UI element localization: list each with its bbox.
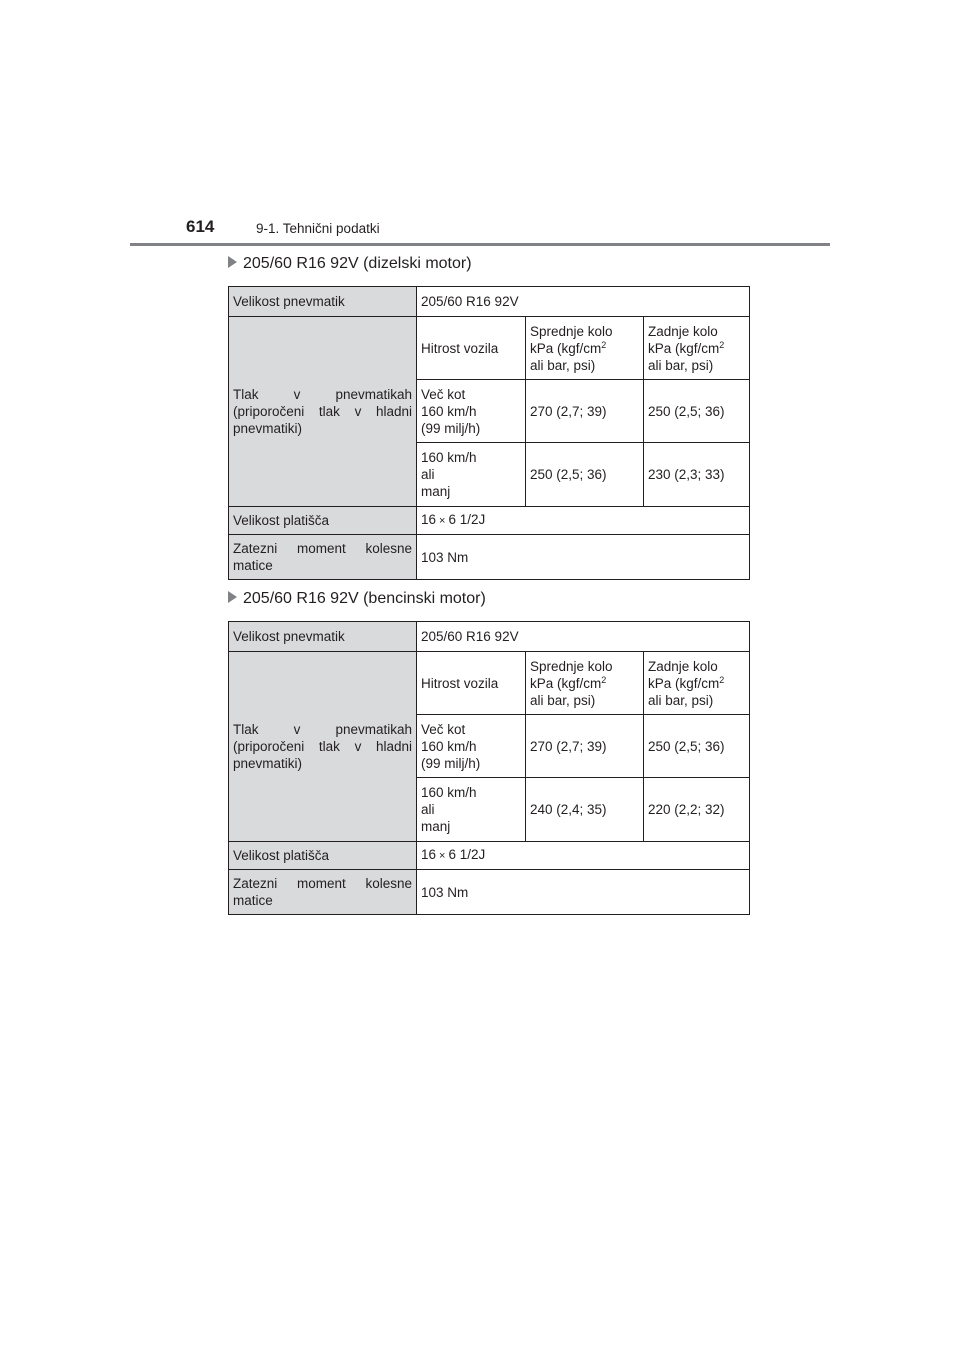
triangle-bullet-icon <box>228 591 237 603</box>
speed-header: Hitrost vozila <box>417 652 526 715</box>
table-row <box>229 622 750 652</box>
table-row <box>229 842 750 870</box>
rim-label: Velikost platišča <box>229 842 417 870</box>
table-row <box>229 652 750 715</box>
front-header: Sprednje kolo kPa ($kgf/cm^2$ ali bar, psi) <box>526 317 644 380</box>
torque-label: Zatezni moment kolesne matice <box>229 870 417 915</box>
rim-label: Velikost platišča <box>229 507 417 535</box>
front-header: Sprednje kolo kPa ($kgf/cm^2$ ali bar, psi) <box>526 652 644 715</box>
rim-value: 16 × 6 1/2J <box>417 507 750 535</box>
speed-cell: Več kot 160 km/h (99 milj/h) <box>417 380 526 443</box>
rear-pressure: 250 (2,5; 36) <box>644 715 750 778</box>
size-value: 205/60 R16 92V <box>417 622 750 652</box>
heading-text: 205/60 R16 92V (dizelski motor) <box>243 255 472 272</box>
rear-header: Zadnje kolo kPa ($kgf/cm^2$ ali bar, psi) <box>644 317 750 380</box>
table-row <box>229 317 750 380</box>
speed-cell: Več kot 160 km/h (99 milj/h) <box>417 715 526 778</box>
rear-header: Zadnje kolo kPa ($kgf/cm^2$ ali bar, psi) <box>644 652 750 715</box>
size-value: 205/60 R16 92V <box>417 287 750 317</box>
table-row <box>229 535 750 580</box>
size-label: Velikost pnevmatik <box>229 622 417 652</box>
speed-header: Hitrost vozila <box>417 317 526 380</box>
section-title: 9-1. Tehnični podatki <box>256 221 380 236</box>
table-row <box>229 870 750 915</box>
page-number: 614 <box>186 217 215 236</box>
size-label: Velikost pnevmatik <box>229 287 417 317</box>
torque-label: Zatezni moment kolesne matice <box>229 535 417 580</box>
pressure-label: Tlak v pnevmatikah (priporočeni tlak v hladni pnevmatiki) <box>229 652 417 842</box>
rear-pressure: 220 (2,2; 32) <box>644 778 750 842</box>
triangle-bullet-icon <box>228 256 237 268</box>
pressure-label: Tlak v pnevmatikah (priporočeni tlak v hladni pnevmatiki) <box>229 317 417 507</box>
front-pressure: 270 (2,7; 39) <box>526 380 644 443</box>
front-pressure: 250 (2,5; 36) <box>526 443 644 507</box>
heading-text: 205/60 R16 92V (bencinski motor) <box>243 590 486 607</box>
section-heading <box>228 590 486 608</box>
tire-spec-table <box>228 286 750 580</box>
table-row <box>229 507 750 535</box>
front-pressure: 240 (2,4; 35) <box>526 778 644 842</box>
rim-value: 16 × 6 1/2J <box>417 842 750 870</box>
torque-value: 103 Nm <box>417 870 750 915</box>
speed-cell: 160 km/h ali manj <box>417 778 526 842</box>
front-pressure: 270 (2,7; 39) <box>526 715 644 778</box>
tire-spec-table <box>228 621 750 915</box>
table-row <box>229 287 750 317</box>
rear-pressure: 250 (2,5; 36) <box>644 380 750 443</box>
section-heading <box>228 255 472 273</box>
torque-value: 103 Nm <box>417 535 750 580</box>
header-divider <box>130 243 830 246</box>
speed-cell: 160 km/h ali manj <box>417 443 526 507</box>
rear-pressure: 230 (2,3; 33) <box>644 443 750 507</box>
